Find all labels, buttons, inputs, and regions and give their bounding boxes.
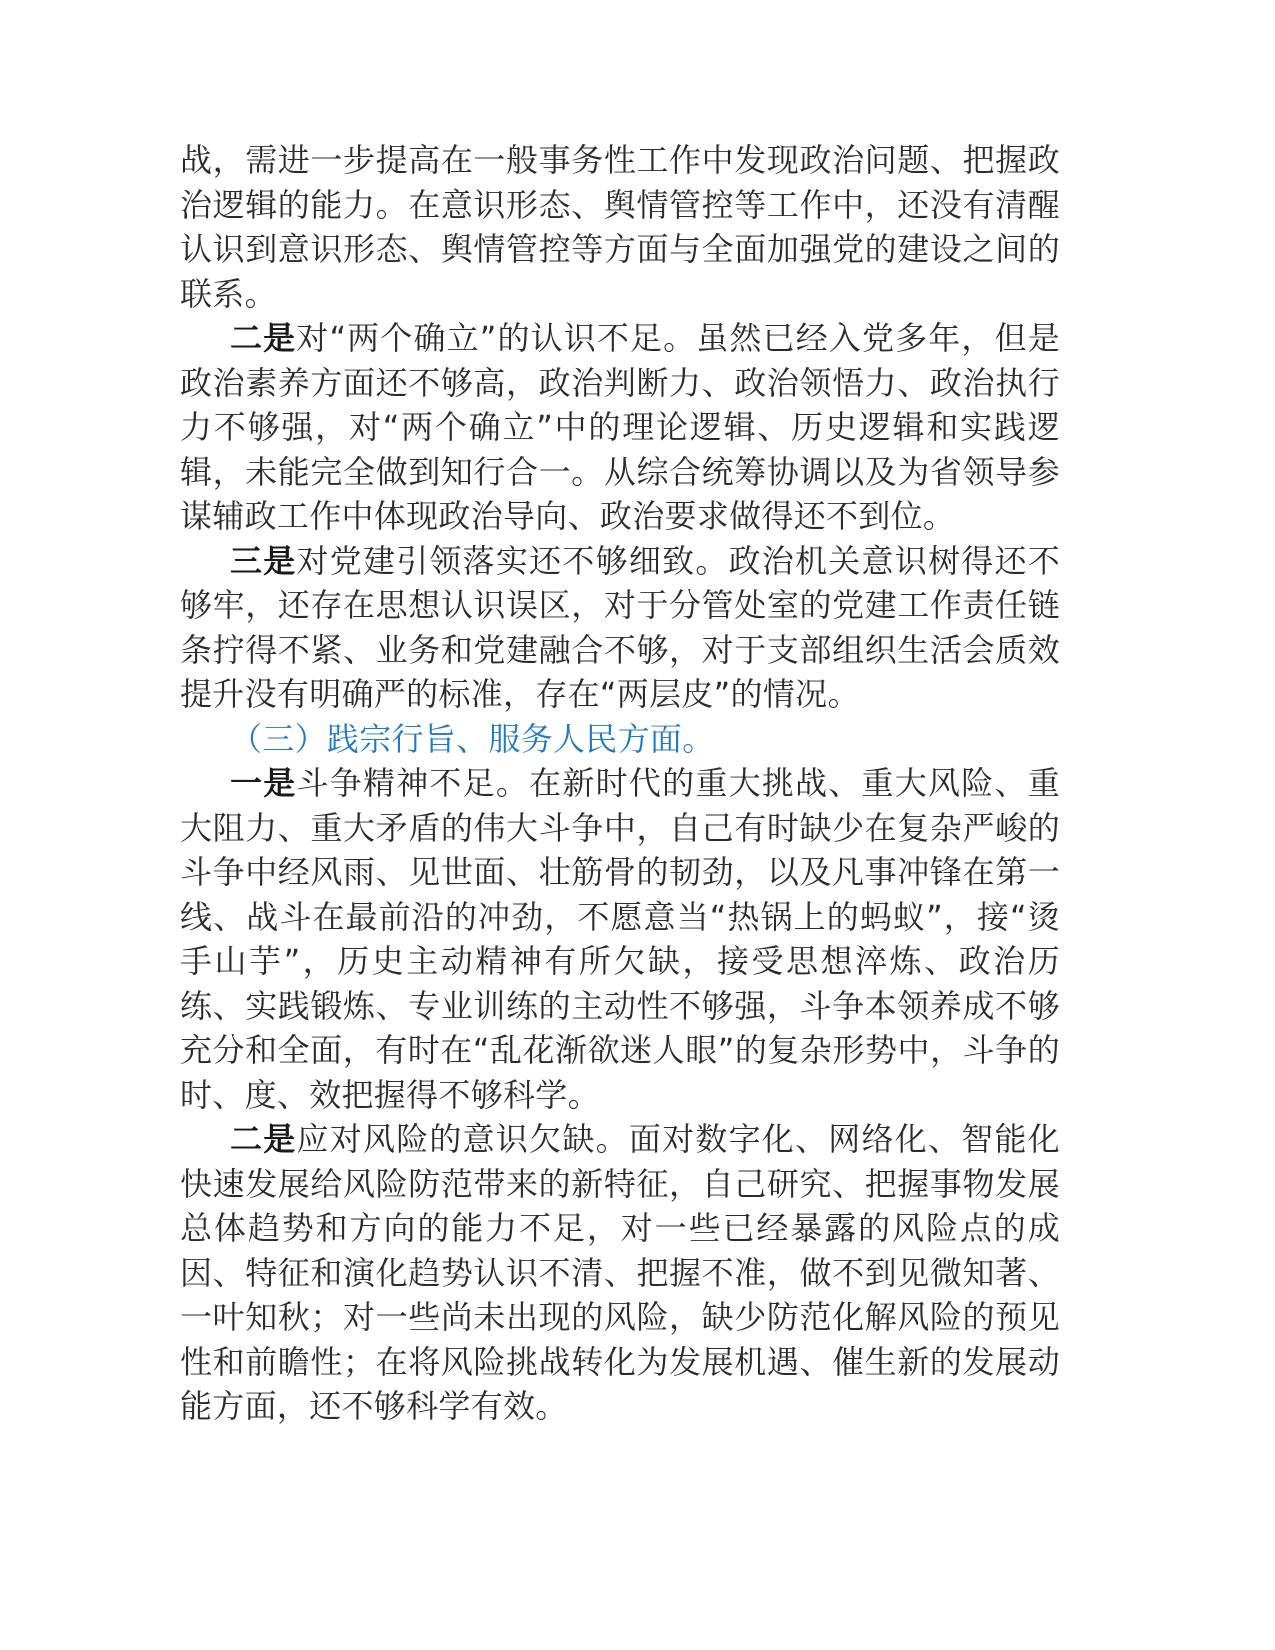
paragraph-lead: 二是: [230, 1120, 297, 1158]
paragraph-continued: [180, 138, 1060, 316]
document-body: [180, 138, 1060, 1429]
paragraph-point-2: [180, 316, 1060, 539]
paragraph-lead: 三是: [230, 541, 297, 580]
paragraph-point-1: [180, 761, 1060, 1117]
section-heading: （三）践宗行旨、服务人民方面。: [230, 719, 715, 758]
paragraph-lead: 一是: [230, 764, 297, 802]
paragraph-text: 斗争精神不足。在新时代的重大挑战、重大风险、重大阻力、重大矛盾的伟大斗争中，自己有时缺少在复杂严峻的斗争中经风雨、见世面、壮筋骨的韧劲，以及凡事冲锋在第一线、战斗在最前沿的冲劲，不愿意当“热锅上的蚂蚁”，接“烫手山芋”，历史主动精神有所欠缺，接受思想淬炼、政治历练、实践锻炼、专业训练的主动性不够强，斗争本领养成不够充分和全面，有时在“乱花渐欲迷人眼”的复杂形势中，斗争的时、度、效把握得不够科学。: [180, 764, 1060, 1114]
paragraph-text: 应对风险的意识欠缺。面对数字化、网络化、智能化快速发展给风险防范带来的新特征，自己研究、把握事物发展总体趋势和方向的能力不足，对一些已经暴露的风险点的成因、特征和演化趋势认识不清、把握不准，做不到见微知著、一叶知秋；对一些尚未出现的风险，缺少防范化解风险的预见性和前瞻性；在将风险挑战转化为发展机遇、催生新的发展动能方面，还不够科学有效。: [180, 1120, 1060, 1425]
paragraph-text: 对“两个确立”的认识不足。虽然已经入党多年，但是政治素养方面还不够高，政治判断力、政治领悟力、政治执行力不够强，对“两个确立”中的理论逻辑、历史逻辑和实践逻辑，未能完全做到知行合一。从综合统筹协调以及为省领导参谋辅政工作中体现政治导向、政治要求做得还不到位。: [180, 319, 1061, 535]
paragraph-text: 战，需进一步提高在一般事务性工作中发现政治问题、把握政治逻辑的能力。在意识形态、舆情管控等工作中，还没有清醒认识到意识形态、舆情管控等方面与全面加强党的建设之间的联系。: [180, 141, 1060, 313]
paragraph-lead: 二是: [230, 319, 297, 357]
paragraph-point-3: [180, 539, 1060, 717]
paragraph-text: 对党建引领落实还不够细致。政治机关意识树得还不够牢，还存在思想认识误区，对于分管处室的党建工作责任链条拧得不紧、业务和党建融合不够，对于支部组织生活会质效提升没有明确严的标准，存在“两层皮”的情况。: [180, 541, 1060, 713]
paragraph-point-2b: [180, 1117, 1060, 1429]
